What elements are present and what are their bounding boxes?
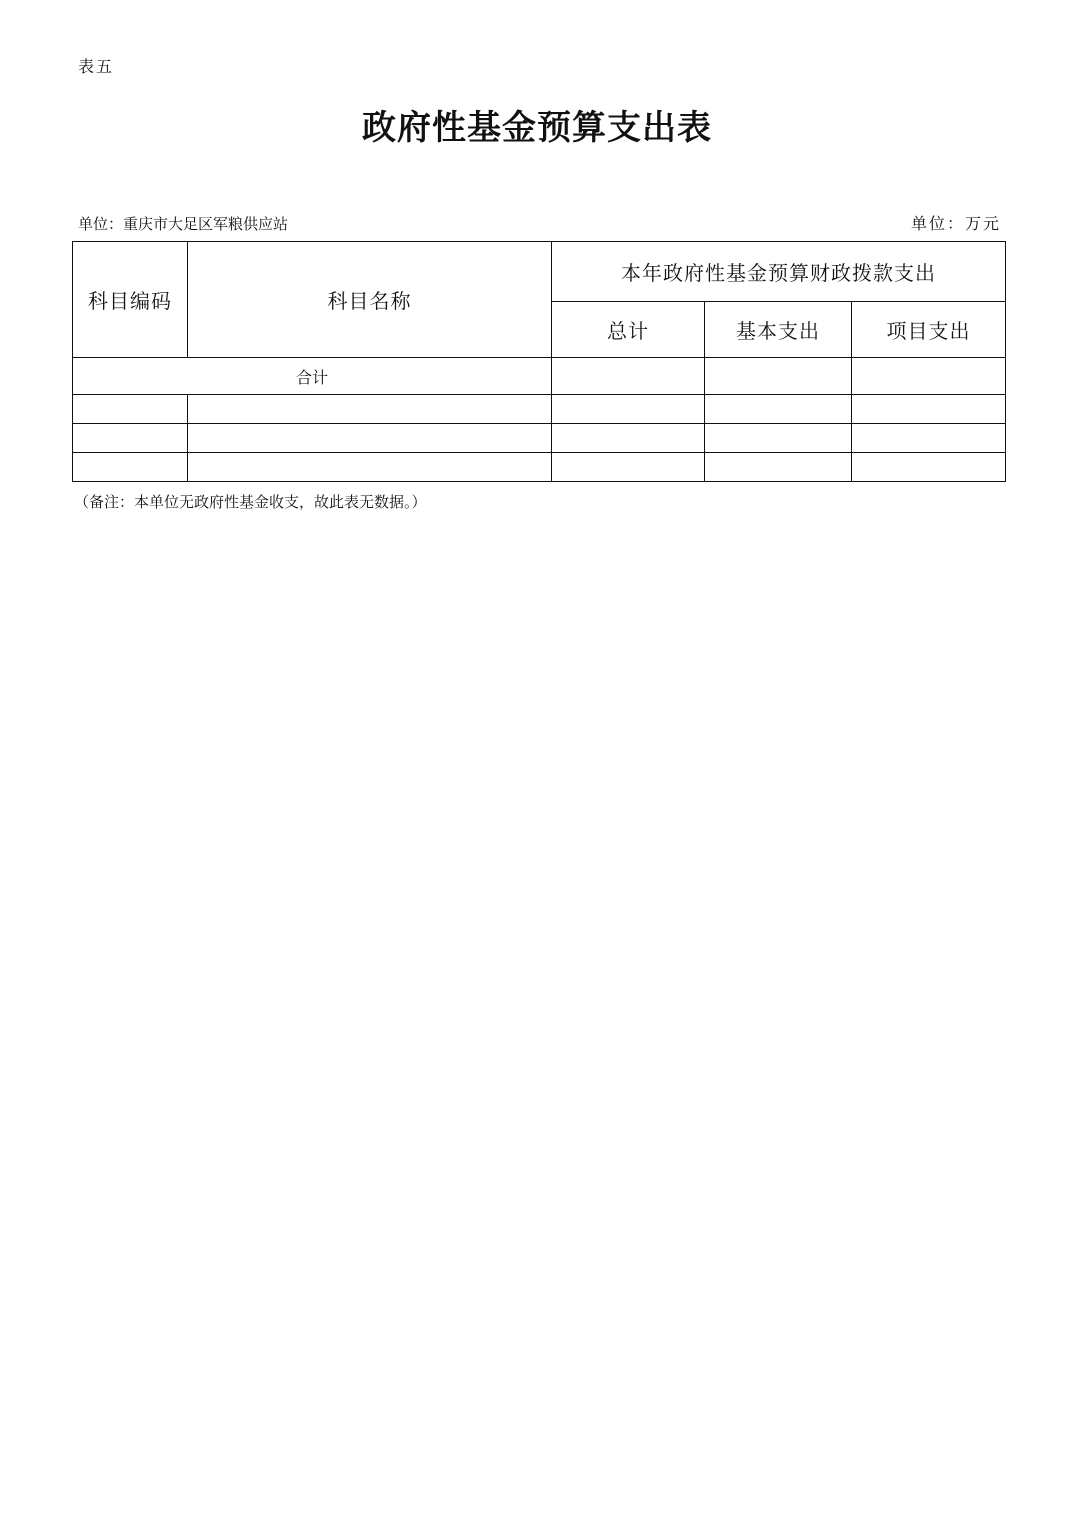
header-total: 总计 [552, 302, 705, 358]
header-fund-expenditure-group: 本年政府性基金预算财政拨款支出 [552, 242, 1006, 302]
table-row [73, 424, 1006, 453]
row-code [73, 395, 188, 424]
header-basic-expenditure: 基本支出 [705, 302, 852, 358]
header-row-1 [73, 242, 1006, 302]
row-basic [705, 453, 852, 482]
total-row [73, 358, 1006, 395]
row-total [552, 453, 705, 482]
row-basic [705, 395, 852, 424]
total-row-total [552, 358, 705, 395]
total-row-label: 合计 [73, 358, 552, 395]
reporting-unit: 单位：重庆市大足区军粮供应站 [78, 215, 289, 233]
footnote: （备注：本单位无政府性基金收支，故此表无数据。） [74, 493, 427, 511]
budget-table [72, 241, 1006, 482]
row-project [852, 395, 1006, 424]
row-code [73, 424, 188, 453]
page-title: 政府性基金预算支出表 [362, 108, 712, 148]
header-subject-name: 科目名称 [188, 242, 552, 358]
row-code [73, 453, 188, 482]
row-project [852, 453, 1006, 482]
row-basic [705, 424, 852, 453]
row-total [552, 424, 705, 453]
currency-unit: 单位：万元 [910, 214, 1001, 233]
table-number-label: 表五 [78, 57, 115, 76]
total-row-project [852, 358, 1006, 395]
row-total [552, 395, 705, 424]
row-name [188, 424, 552, 453]
table-row [73, 395, 1006, 424]
table-row [73, 453, 1006, 482]
row-name [188, 395, 552, 424]
total-row-basic [705, 358, 852, 395]
row-project [852, 424, 1006, 453]
row-name [188, 453, 552, 482]
header-subject-code: 科目编码 [73, 242, 188, 358]
header-project-expenditure: 项目支出 [852, 302, 1006, 358]
